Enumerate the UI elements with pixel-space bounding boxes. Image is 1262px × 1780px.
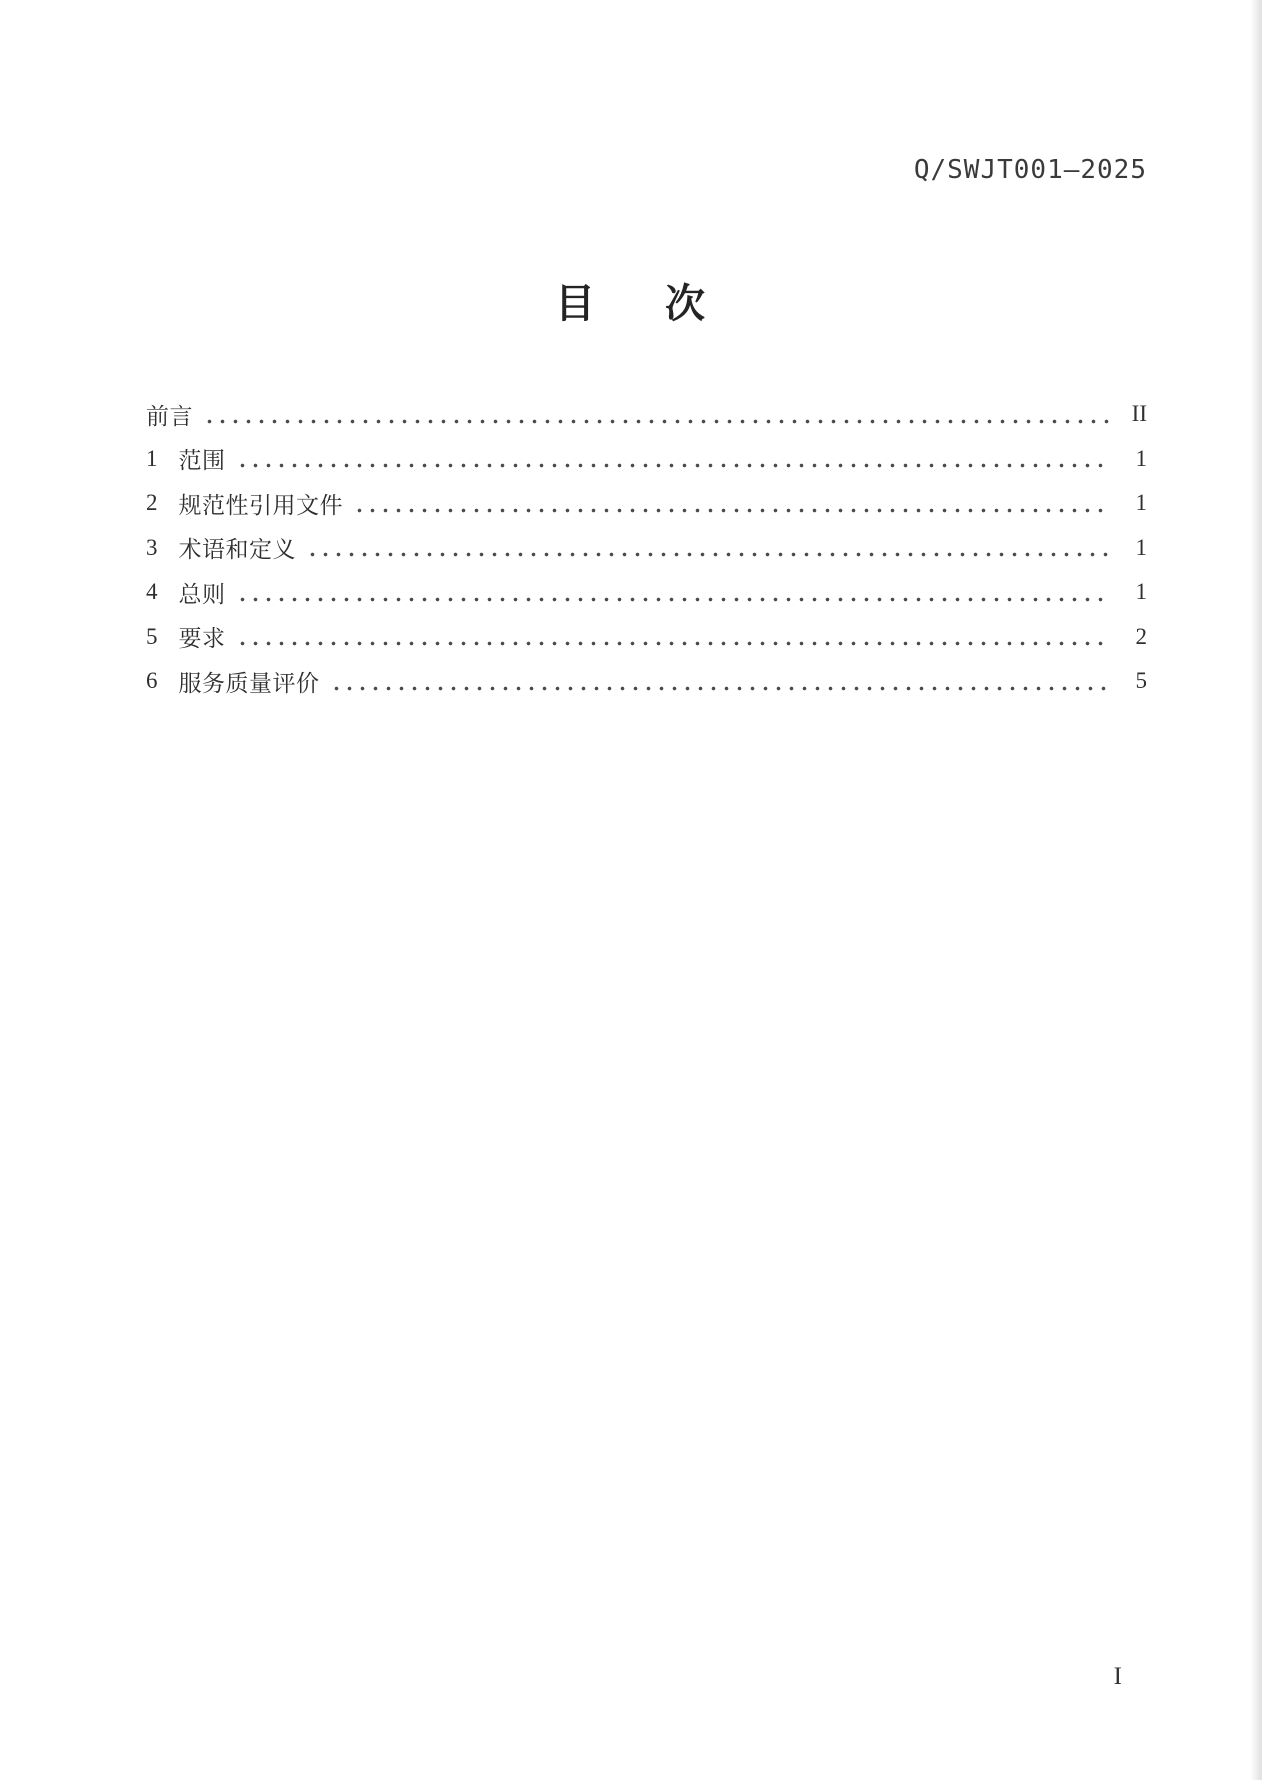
toc-entry — [146, 615, 1147, 660]
toc-dotted-leader — [240, 597, 1110, 602]
toc-dotted-leader — [240, 641, 1110, 646]
footer-page-number: I — [1113, 1663, 1122, 1690]
toc-entry — [146, 526, 1147, 571]
toc-entry-label: 要求 — [178, 626, 226, 652]
toc-entry-label: 术语和定义 — [178, 537, 296, 563]
page-title: 目 次 — [555, 281, 707, 326]
toc-entry-page: 1 — [1135, 490, 1147, 516]
toc-entry-number: 1 — [146, 445, 158, 471]
document-code: Q/SWJT001—2025 — [913, 155, 1147, 185]
toc-entry-number: 4 — [146, 579, 158, 605]
toc-dotted-leader — [334, 686, 1110, 691]
toc-entry-number: 3 — [146, 534, 158, 560]
toc-entry — [146, 481, 1147, 526]
toc-dotted-leader — [207, 419, 1109, 424]
toc-entry-page: 1 — [1135, 579, 1147, 605]
toc-entry-number: 2 — [146, 490, 158, 516]
toc-entry-label: 规范性引用文件 — [178, 492, 343, 518]
toc-entry — [146, 437, 1147, 482]
toc-entry-page: II — [1131, 401, 1147, 427]
toc-entry-label: 范围 — [178, 448, 226, 474]
toc-entry-number: 6 — [146, 668, 158, 694]
toc-entry-page: 1 — [1135, 445, 1147, 471]
toc-entry — [146, 570, 1147, 615]
toc-dotted-leader — [240, 463, 1110, 468]
toc-entry-page: 2 — [1135, 623, 1147, 649]
toc-entry-label: 服务质量评价 — [178, 670, 320, 696]
table-of-contents — [146, 392, 1147, 704]
toc-entry-label: 前言 — [146, 403, 193, 429]
toc-entry — [146, 659, 1147, 704]
toc-entry-page: 5 — [1135, 668, 1147, 694]
toc-entry — [146, 392, 1147, 437]
toc-dotted-leader — [310, 552, 1109, 557]
toc-entry-label: 总则 — [178, 581, 226, 607]
toc-dotted-leader — [357, 508, 1109, 513]
toc-entry-page: 1 — [1135, 534, 1147, 560]
toc-entry-number: 5 — [146, 623, 158, 649]
